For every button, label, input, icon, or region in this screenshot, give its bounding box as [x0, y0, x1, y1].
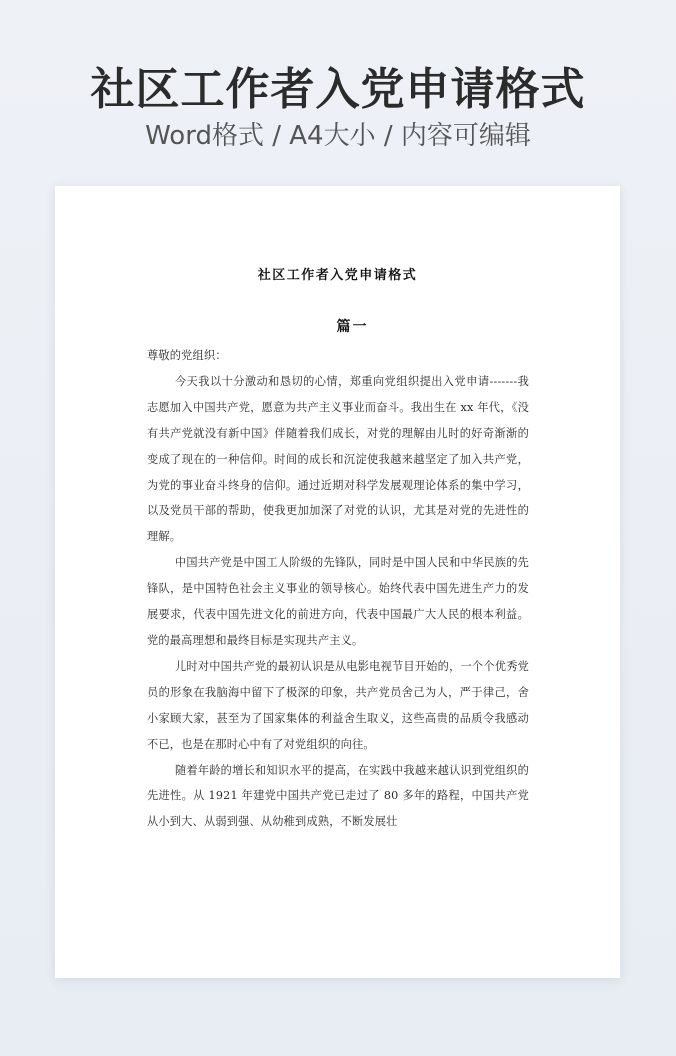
body-paragraph-1: 今天我以十分激动和恳切的心情，郑重向党组织提出入党申请-------我志愿加入中国共产党，愿意为共产主义事业而奋斗。我出生在 xx 年代，《没有共产党就没有新中国》伴随着我们成长，对党的理解由儿时的好奇渐渐的变成了现在的一种信仰。时间的成长和沉淀使我越来越坚定了加入共产党，为党的事业奋斗终身的信仰。通过近期对科学发展观理论体系的集中学习，以及党员干部的帮助，使我更加加深了对党的认识，尤其是对党的先进性的理解。: [147, 374, 529, 544]
document-title: 社区工作者入党申请格式: [257, 268, 418, 283]
section-heading: 篇一: [336, 319, 369, 335]
banner-title: 社区工作者入党申请格式: [90, 64, 586, 115]
body-paragraph-2: 中国共产党是中国工人阶级的先锋队，同时是中国人民和中华民族的先锋队，是中国特色社会主义事业的领导核心。始终代表中国先进生产力的发展要求，代表中国先进文化的前进方向，代表中国最广大人民的根本利益。党的最高理想和最终目标是实现共产主义。: [147, 556, 529, 647]
header-banner: [0, 0, 676, 180]
body-paragraph-3: 儿时对中国共产党的最初认识是从电影电视节目开始的，一个个优秀党员的形象在我脑海中留下了极深的印象，共产党员舍己为人，严于律己，舍小家顾大家，甚至为了国家集体的利益舍生取义，这些高贵的品质令我感动不已，也是在那时心中有了对党组织的向往。: [147, 659, 529, 751]
salutation: 尊敬的党组织：: [147, 349, 227, 362]
banner-subtitle: Word格式 / A4大小 / 内容可编辑: [145, 121, 531, 151]
document-page-preview: [55, 186, 620, 978]
body-paragraph-4: 随着年龄的增长和知识水平的提高，在实践中我越来越认识到党组织的先进性。从 1921 年建党中国共产党已走过了 80 多年的路程，中国共产党从小到大、从弱到强、从幼稚到成熟，不断发展壮: [147, 763, 529, 829]
document-body: [147, 343, 529, 835]
